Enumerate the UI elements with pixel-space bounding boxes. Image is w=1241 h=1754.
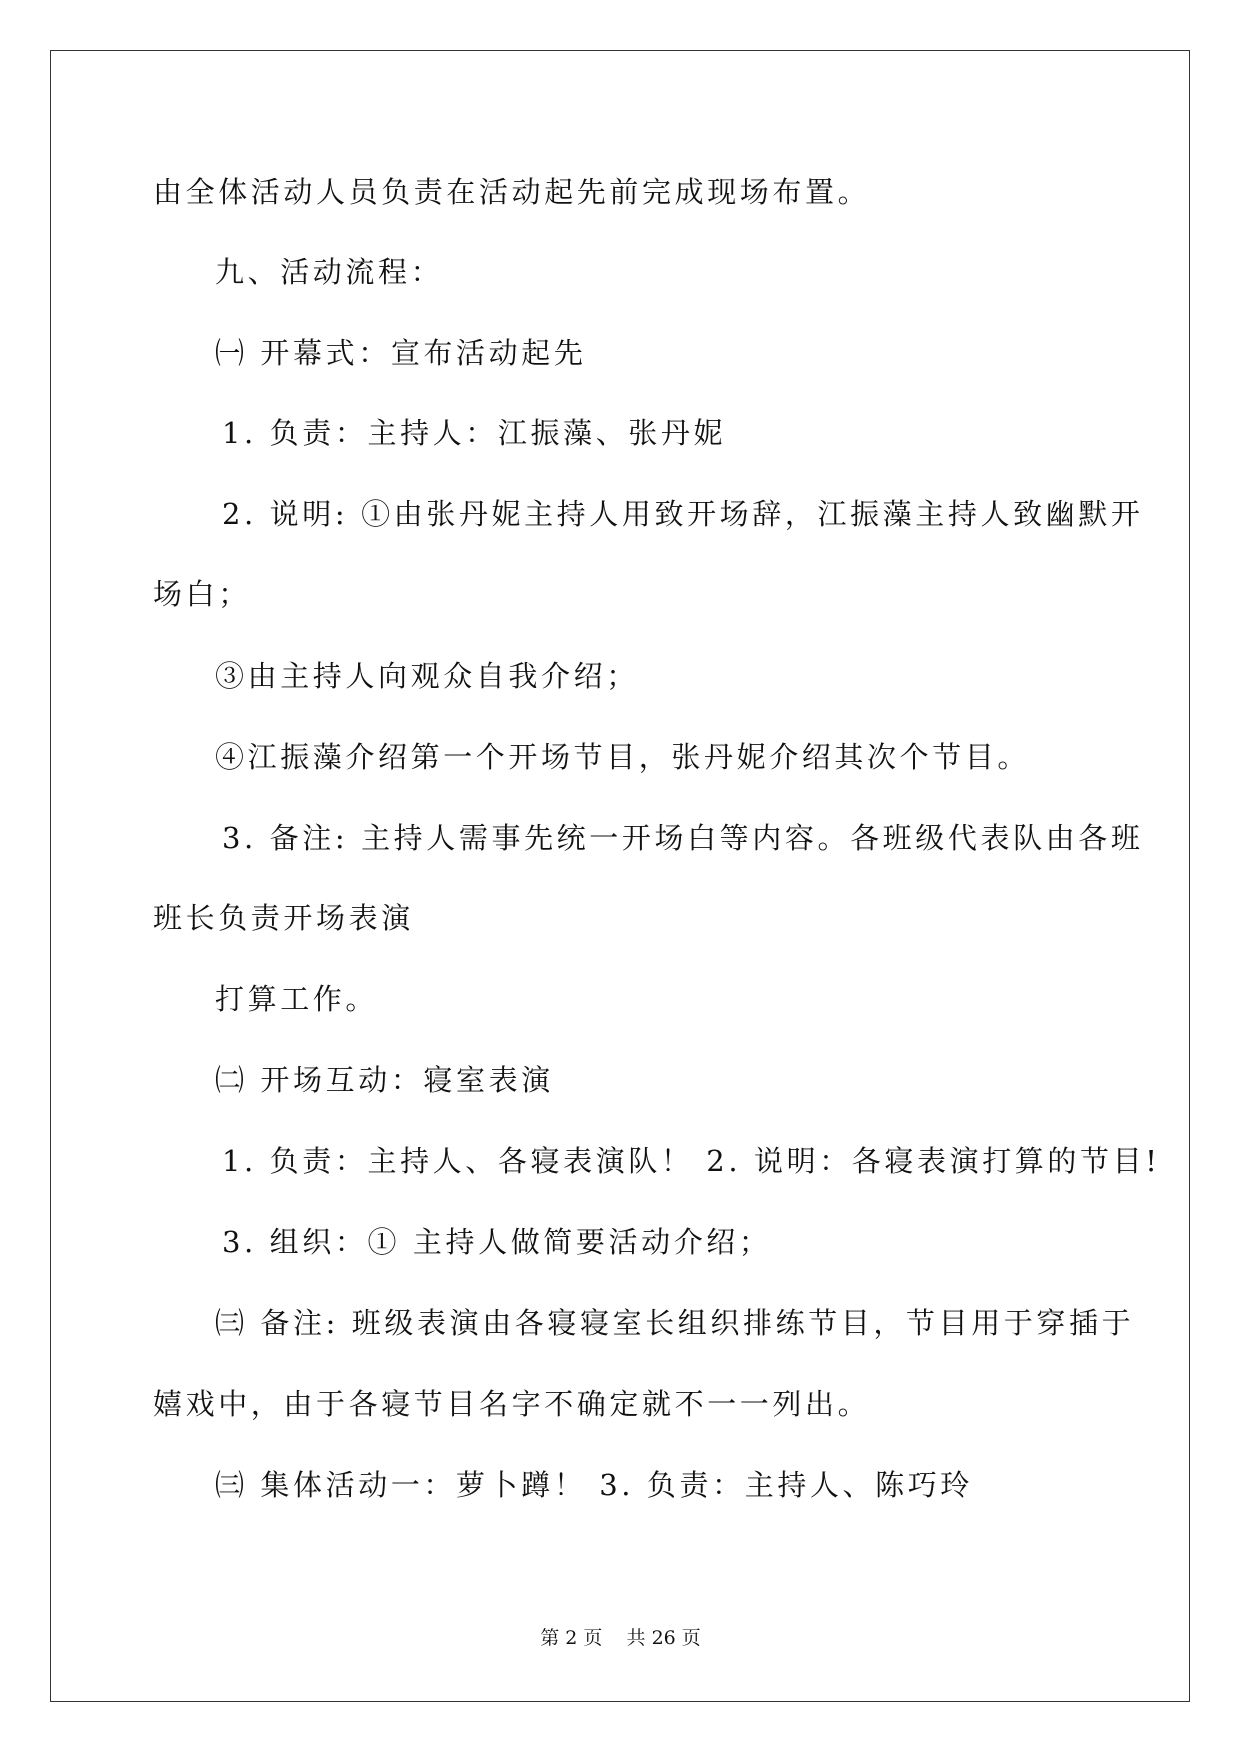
body-line-11: 打算工作。 [215,982,379,1016]
body-line-13: 1. 负责：主持人、各寝表演队！ 2. 说明：各寝表演打算的节目! [222,1144,1161,1178]
body-line-15: ㈢ 备注: 班级表演由各寝寝室长组织排练节目，节目用于穿插于 [215,1306,1135,1340]
subsection-heading-interaction: ㈡ 开场互动：寝室表演 [215,1063,554,1097]
body-line-6: 场白； [153,577,251,611]
page-border [50,50,1190,1702]
body-line-10: 班长负责开场表演 [153,901,414,935]
body-line-16: 嬉戏中，由于各寝节目名字不确定就不一一列出。 [153,1387,871,1421]
subsection-heading-opening: ㈠ 开幕式：宣布活动起先 [215,336,587,370]
page-number-footer: 第 2 页 共 26 页 [540,1627,701,1649]
body-line-7: ③由主持人向观众自我介绍； [215,659,639,693]
body-line-9: 3. 备注: 主持人需事先统一开场白等内容。各班级代表队由各班 [222,821,1144,855]
section-heading-activity-flow: 九、活动流程： [215,255,444,289]
body-line-5: 2. 说明: ①由张丹妮主持人用致开场辞，江振藻主持人致幽默开 [222,497,1144,531]
body-line-4: 1. 负责：主持人：江振藻、张丹妮 [222,416,727,450]
subsection-heading-group-activity: ㈢ 集体活动一：萝卜蹲！ 3. 负责：主持人、陈巧玲 [215,1468,973,1502]
body-line-1: 由全体活动人员负责在活动起先前完成现场布置。 [153,175,871,209]
body-line-14: 3. 组织：① 主持人做简要活动介绍； [222,1225,772,1259]
body-line-8: ④江振藻介绍第一个开场节目，张丹妮介绍其次个节目。 [215,740,1031,774]
